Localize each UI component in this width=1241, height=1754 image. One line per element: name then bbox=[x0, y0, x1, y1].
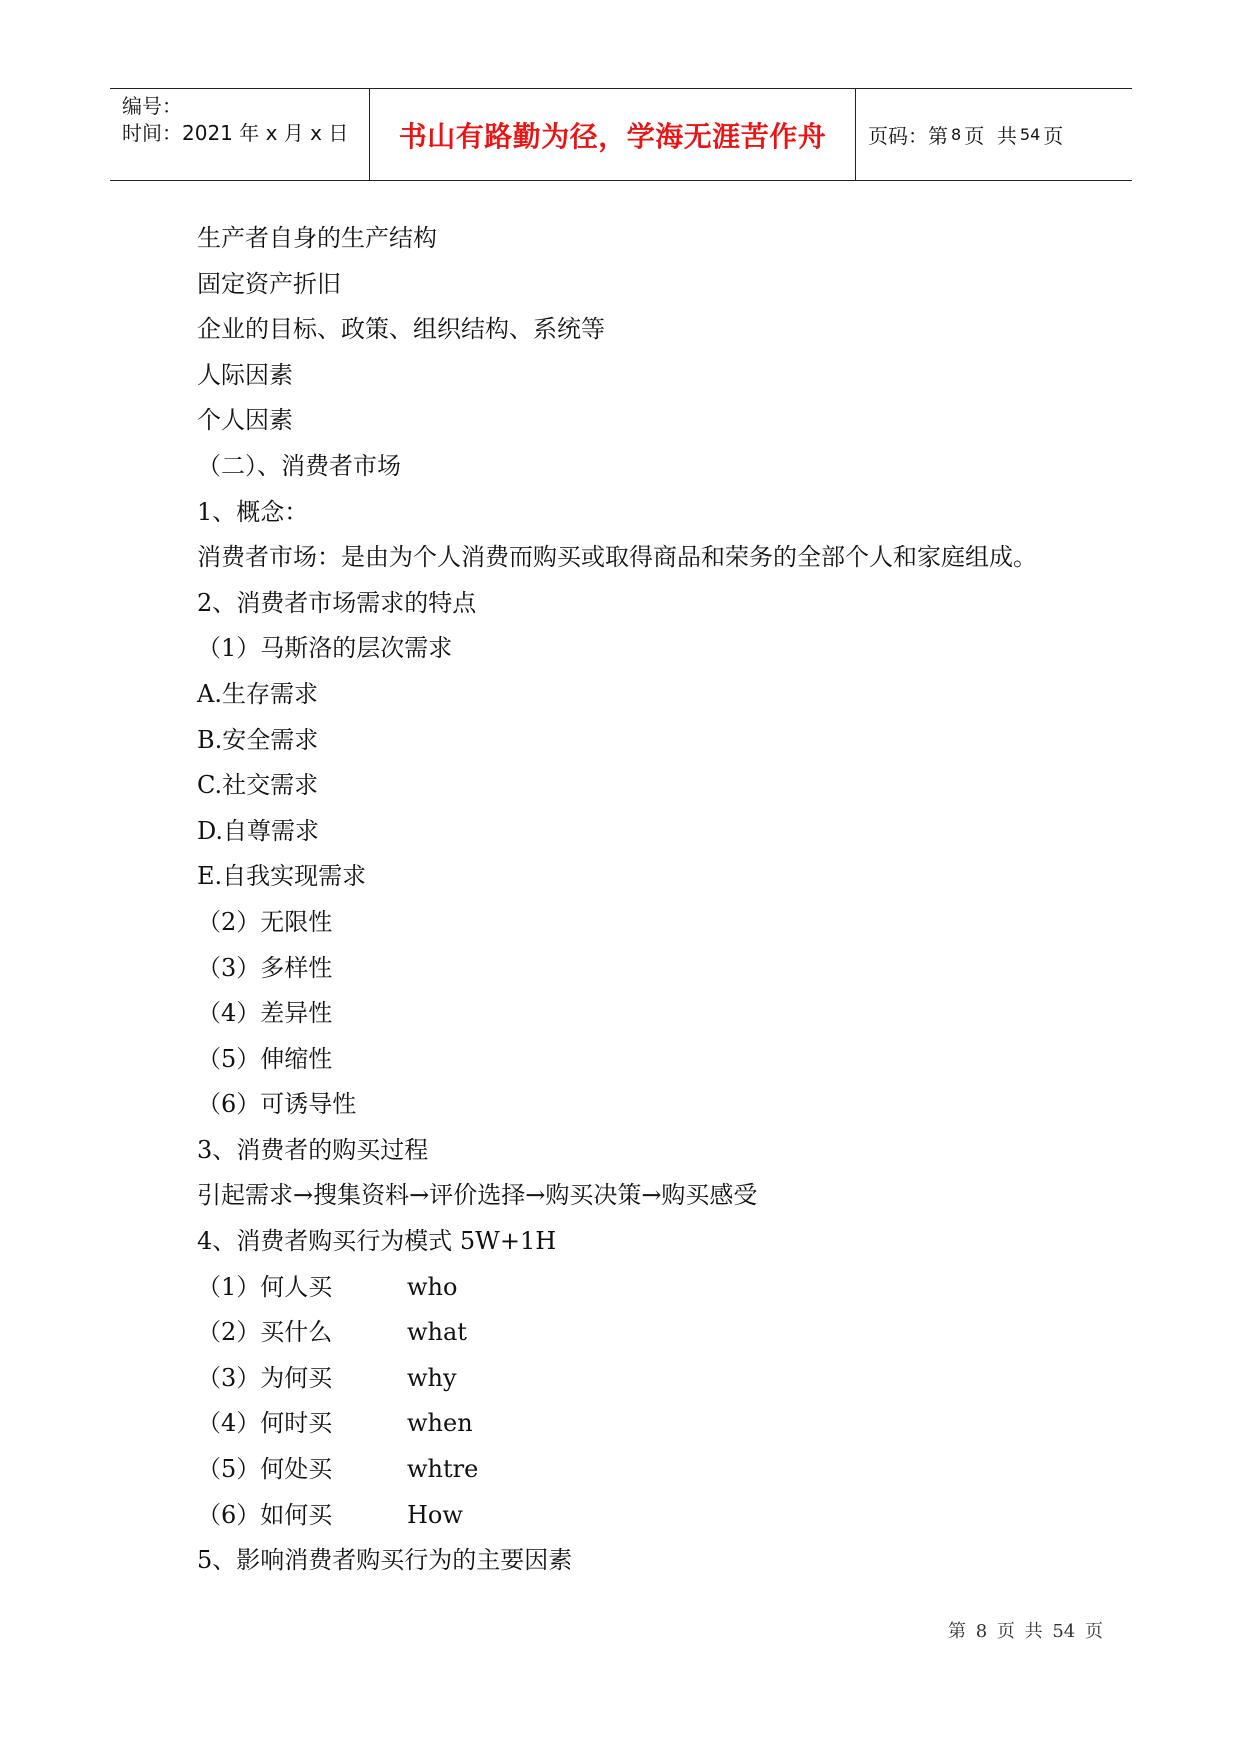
header-page-number bbox=[856, 89, 1132, 180]
section-heading: （二）、消费者市场 bbox=[197, 451, 401, 480]
page-footer: 第 8 页 共 54 页 bbox=[948, 1621, 1103, 1642]
body-line: 企业的目标、政策、组织结构、系统等 bbox=[197, 315, 605, 344]
body-line: A.生存需求 bbox=[197, 679, 318, 708]
question-row bbox=[197, 1447, 1097, 1493]
question-cn: （5）何处买 bbox=[197, 1455, 333, 1484]
body-line: 人际因素 bbox=[197, 360, 293, 389]
page-header bbox=[110, 88, 1132, 181]
body-line: E.自我实现需求 bbox=[197, 862, 367, 891]
question-en: what bbox=[407, 1318, 467, 1347]
page-current: 8 bbox=[951, 125, 962, 144]
body-line: D.自尊需求 bbox=[197, 816, 320, 845]
question-row bbox=[197, 1493, 1097, 1539]
body-line: B.安全需求 bbox=[197, 725, 319, 754]
document-date: 时间：2021 年 x 月 x 日 bbox=[122, 121, 349, 145]
question-cn: （2）买什么 bbox=[197, 1318, 333, 1347]
question-cn: （3）为何买 bbox=[197, 1363, 333, 1392]
question-en: who bbox=[407, 1272, 458, 1301]
question-cn: （4）何时买 bbox=[197, 1409, 333, 1438]
page-prefix: 页码：第 bbox=[868, 124, 948, 148]
body-line: 生产者自身的生产结构 bbox=[197, 224, 437, 252]
body-line: 引起需求→搜集资料→评价选择→购买决策→购买感受 bbox=[197, 1181, 758, 1210]
question-row bbox=[197, 1265, 1097, 1311]
document-number-label: 编号： bbox=[122, 94, 182, 118]
body-line: （5）伸缩性 bbox=[197, 1044, 333, 1073]
body-line: 消费者市场：是由为个人消费而购买或取得商品和荣务的全部个人和家庭组成。 bbox=[197, 543, 1037, 572]
body-line: （6）可诱导性 bbox=[197, 1090, 357, 1119]
header-meta bbox=[110, 89, 370, 180]
page-middle: 页 共 bbox=[964, 124, 1017, 148]
question-cn: （1）何人买 bbox=[197, 1272, 333, 1301]
body-line: （1）马斯洛的层次需求 bbox=[197, 634, 453, 663]
body-line: 固定资产折旧 bbox=[197, 269, 341, 298]
body-line: C.社交需求 bbox=[197, 771, 319, 800]
body-line: 5、影响消费者购买行为的主要因素 bbox=[197, 1546, 573, 1575]
question-en: why bbox=[407, 1363, 457, 1392]
question-en: How bbox=[407, 1500, 463, 1529]
question-en: when bbox=[407, 1409, 473, 1438]
body-line: 3、消费者的购买过程 bbox=[197, 1135, 429, 1164]
body-line: 2、消费者市场需求的特点 bbox=[197, 588, 477, 617]
page-suffix: 页 bbox=[1043, 124, 1064, 148]
question-row bbox=[197, 1401, 1097, 1447]
body-line: 1、概念： bbox=[197, 497, 309, 526]
body-line: （3）多样性 bbox=[197, 953, 333, 982]
body-line: （2）无限性 bbox=[197, 907, 333, 936]
body-line: 4、消费者购买行为模式 5W+1H bbox=[197, 1227, 557, 1256]
page-total: 54 bbox=[1019, 125, 1041, 144]
body-line: （4）差异性 bbox=[197, 999, 333, 1028]
body-line: 个人因素 bbox=[197, 406, 293, 435]
question-cn: （6）如何买 bbox=[197, 1500, 333, 1529]
question-row bbox=[197, 1310, 1097, 1356]
question-en: whtre bbox=[407, 1455, 479, 1484]
question-row bbox=[197, 1356, 1097, 1402]
document-body bbox=[197, 216, 1097, 1584]
header-motto: 书山有路勤为径，学海无涯苦作舟 bbox=[370, 89, 856, 180]
